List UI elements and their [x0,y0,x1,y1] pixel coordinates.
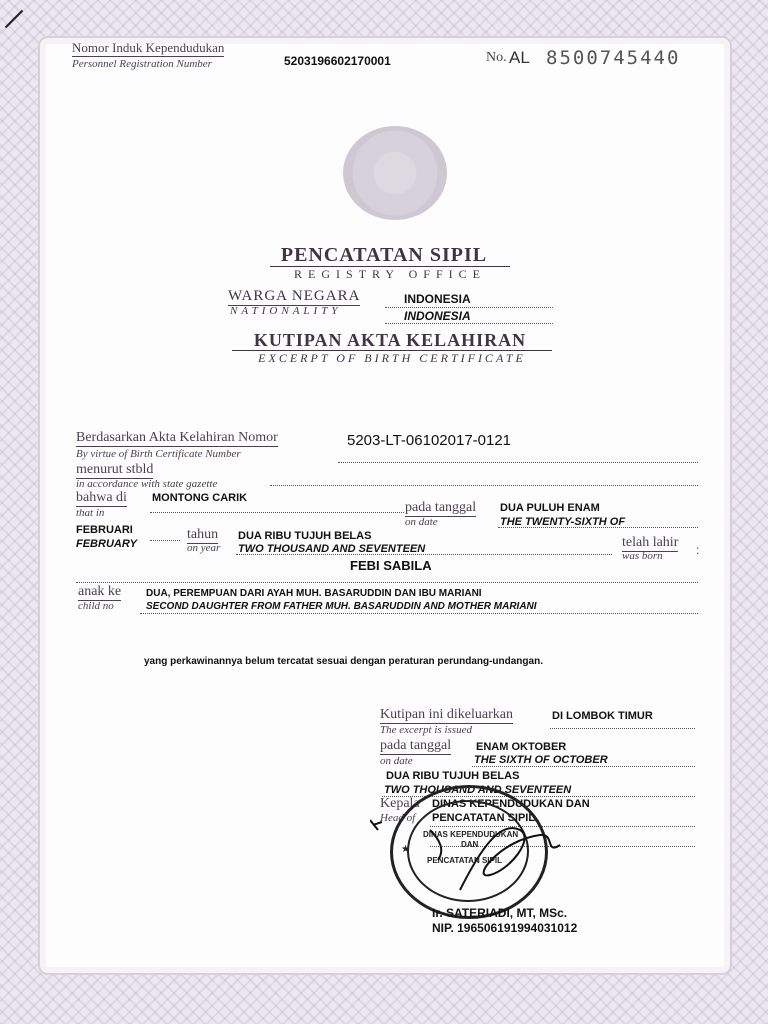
head-value-2: PENCATATAN SIPIL [432,812,536,824]
garuda-emblem [343,126,447,220]
child-no-label: anak ke [78,584,122,599]
nationality-value-en: INDONESIA [404,309,471,323]
issue-year-value-en: TWO THOUSAND AND SEVENTEEN [384,784,572,796]
child-no-value: DUA, PEREMPUAN DARI AYAH MUH. BASARUDDIN DAN IBU MARIANI [146,588,482,599]
birth-year-label: tahun [187,527,219,542]
birth-date-value: DUA PULUH ENAM [500,502,600,514]
document-title-en: EXCERPT OF BIRTH CERTIFICATE [232,350,552,366]
born-label: telah lahir [622,535,679,550]
stbld-label-en: in accordance with state gazette [76,478,218,490]
nik-label: Nomor Induk Kependudukan [72,40,225,55]
place-value: MONTONG CARIK [152,492,248,504]
birth-year-value: DUA RIBU TUJUH BELAS [238,530,372,542]
issue-year-value: DUA RIBU TUJUH BELAS [386,770,520,782]
child-no-value-en: SECOND DAUGHTER FROM FATHER MUH. BASARUDDIN AND MOTHER MARIANI [146,601,537,612]
nik-value: 5203196602170001 [284,54,391,68]
child-no-label-en: child no [78,600,114,612]
issue-date-label-en: on date [380,755,413,767]
birth-month-value-en: FEBRUARY [76,538,137,550]
place-label: bahwa di [76,490,127,505]
stamp-line-2: DAN [461,840,479,849]
official-name: Ir. SATERIADI, MT, MSc. [432,906,568,920]
no-value: 8500745440 [546,47,681,69]
birth-date-label-en: on date [405,516,438,528]
document-title: KUTIPAN AKTA KELAHIRAN [253,330,527,350]
cert-number-label-en: By virtue of Birth Certificate Number [76,448,241,460]
official-nip: NIP. 196506191994031012 [432,921,578,935]
no-prefix: AL [509,48,530,67]
birth-date-label: pada tanggal [405,500,477,515]
nationality-label-en: NATIONALITY [230,305,342,317]
child-name: FEBI SABILA [350,558,432,573]
birth-date-value-en: THE TWENTY-SIXTH OF [500,516,626,528]
issue-date-value-en: THE SIXTH OF OCTOBER [474,754,608,766]
no-label: No. [486,50,507,65]
head-value-1: DINAS KEPENDUDUKAN DAN [432,798,590,810]
birth-year-value-en: TWO THOUSAND AND SEVENTEEN [238,543,426,555]
cert-number-value: 5203-LT-06102017-0121 [347,432,512,449]
issued-label-en: The excerpt is issued [380,724,472,736]
stamp-line-3: PENCATATAN SIPIL [427,856,502,865]
born-label-en: was born [622,550,663,562]
colon-mark: : [696,543,700,557]
place-label-en: that in [76,507,105,519]
issued-label: Kutipan ini dikeluarkan [380,707,513,722]
birth-year-label-en: on year [187,542,221,554]
head-label-en: Head of [380,812,416,824]
stamp-line-1: DINAS KEPENDUDUKAN [423,830,519,839]
issue-date-label: pada tanggal [380,738,452,753]
cert-number-label: Berdasarkan Akta Kelahiran Nomor [76,430,278,445]
stbld-label: menurut stbld [76,462,154,477]
nik-label-en: Personnel Registration Number [72,58,212,70]
stamp-star-icon: ★ [401,844,410,855]
signature [370,800,580,910]
office-title-en: REGISTRY OFFICE [270,266,510,282]
issue-date-value: ENAM OKTOBER [476,741,567,753]
marriage-note: yang perkawinannya belum tercatat sesuai dengan peraturan perundang-undangan. [144,656,543,667]
nationality-value: INDONESIA [404,292,471,306]
issued-value: DI LOMBOK TIMUR [552,710,653,722]
birth-month-value: FEBRUARI [76,524,133,536]
head-label: Kepala [380,796,420,811]
nationality-label: WARGA NEGARA [228,288,361,304]
office-title: PENCATATAN SIPIL [280,244,488,266]
